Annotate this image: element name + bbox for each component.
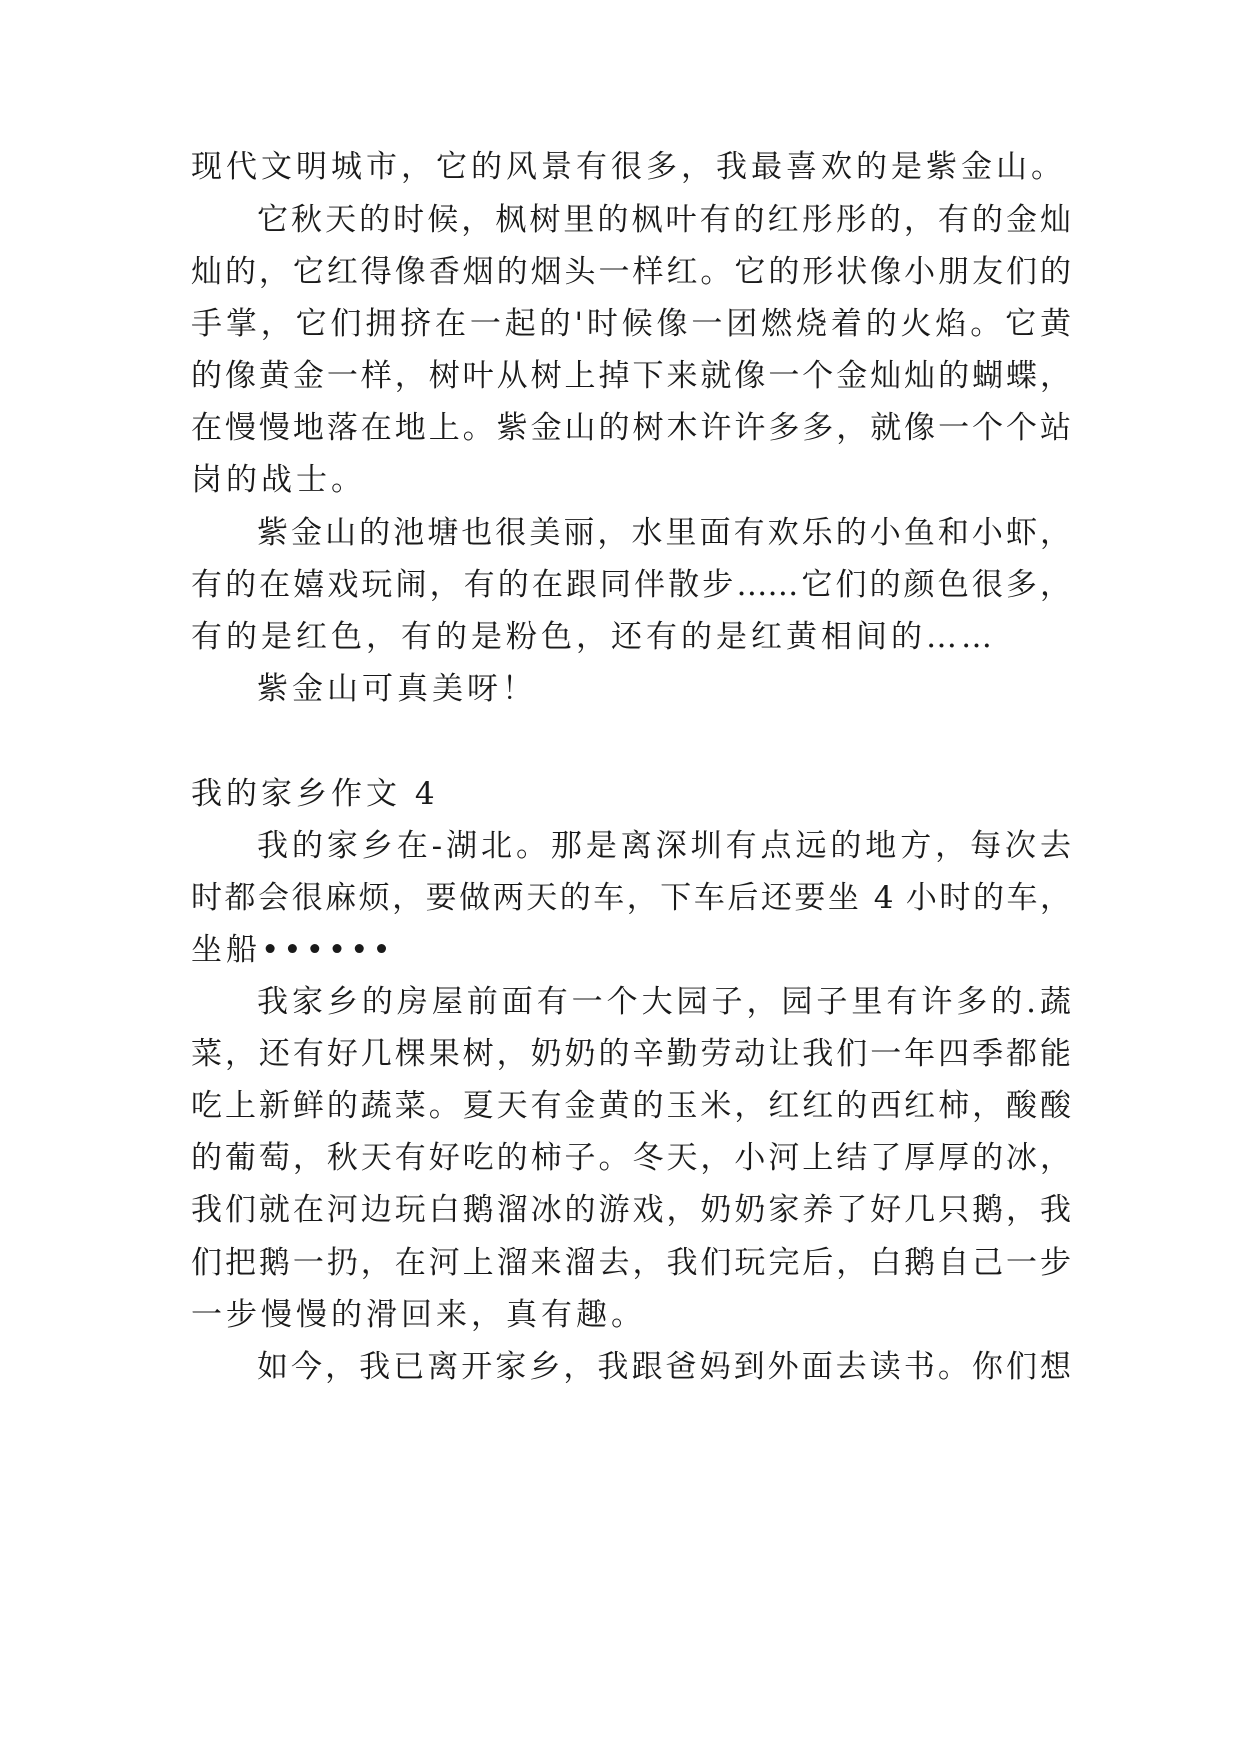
text-line: 们把鹅一扔，在河上溜来溜去，我们玩完后，白鹅自己一步 [191,1245,1071,1281]
text-line: 有的是红色，有的是粉色，还有的是红黄相间的…… [191,619,996,655]
text-line: 一步慢慢的滑回来，真有趣。 [191,1297,646,1333]
paragraph-first-line: 紫金山可真美呀！ [257,671,537,707]
paragraph-first-line: 我家乡的房屋前面有一个大园子，园子里有许多的.蔬 [257,984,1071,1020]
text-line: 岗的战士。 [191,462,366,498]
text-line: 现代文明城市，它的风景有很多，我最喜欢的是紫金山。 [191,149,1066,185]
paragraph-first-line: 它秋天的时候，枫树里的枫叶有的红彤彤的，有的金灿 [257,202,1071,238]
text-line: 时都会很麻烦，要做两天的车，下车后还要坐 4 小时的车， [191,880,1071,916]
text-line: 手掌，它们拥挤在一起的'时候像一团燃烧着的火焰。它黄 [191,306,1071,342]
paragraph-first-line: 如今，我已离开家乡，我跟爸妈到外面去读书。你们想 [257,1349,1071,1385]
section-heading: 我的家乡作文 4 [191,776,439,812]
text-line: 有的在嬉戏玩闹，有的在跟同伴散步……它们的颜色很多， [191,567,1071,603]
text-line: 菜，还有好几棵果树，奶奶的辛勤劳动让我们一年四季都能 [191,1036,1071,1072]
text-line: 坐船•••••• [191,932,395,968]
text-line: 的像黄金一样，树叶从树上掉下来就像一个金灿灿的蝴蝶， [191,358,1071,394]
text-line: 我们就在河边玩白鹅溜冰的游戏，奶奶家养了好几只鹅，我 [191,1192,1071,1228]
text-line: 灿的，它红得像香烟的烟头一样红。它的形状像小朋友们的 [191,254,1071,290]
paragraph-first-line: 我的家乡在-湖北。那是离深圳有点远的地方，每次去 [257,828,1071,864]
paragraph-first-line: 紫金山的池塘也很美丽，水里面有欢乐的小鱼和小虾， [257,515,1071,551]
text-line: 在慢慢地落在地上。紫金山的树木许许多多，就像一个个站 [191,410,1071,446]
text-line: 吃上新鲜的蔬菜。夏天有金黄的玉米，红红的西红柿，酸酸 [191,1088,1071,1124]
text-line: 的葡萄，秋天有好吃的柿子。冬天，小河上结了厚厚的冰， [191,1140,1071,1176]
